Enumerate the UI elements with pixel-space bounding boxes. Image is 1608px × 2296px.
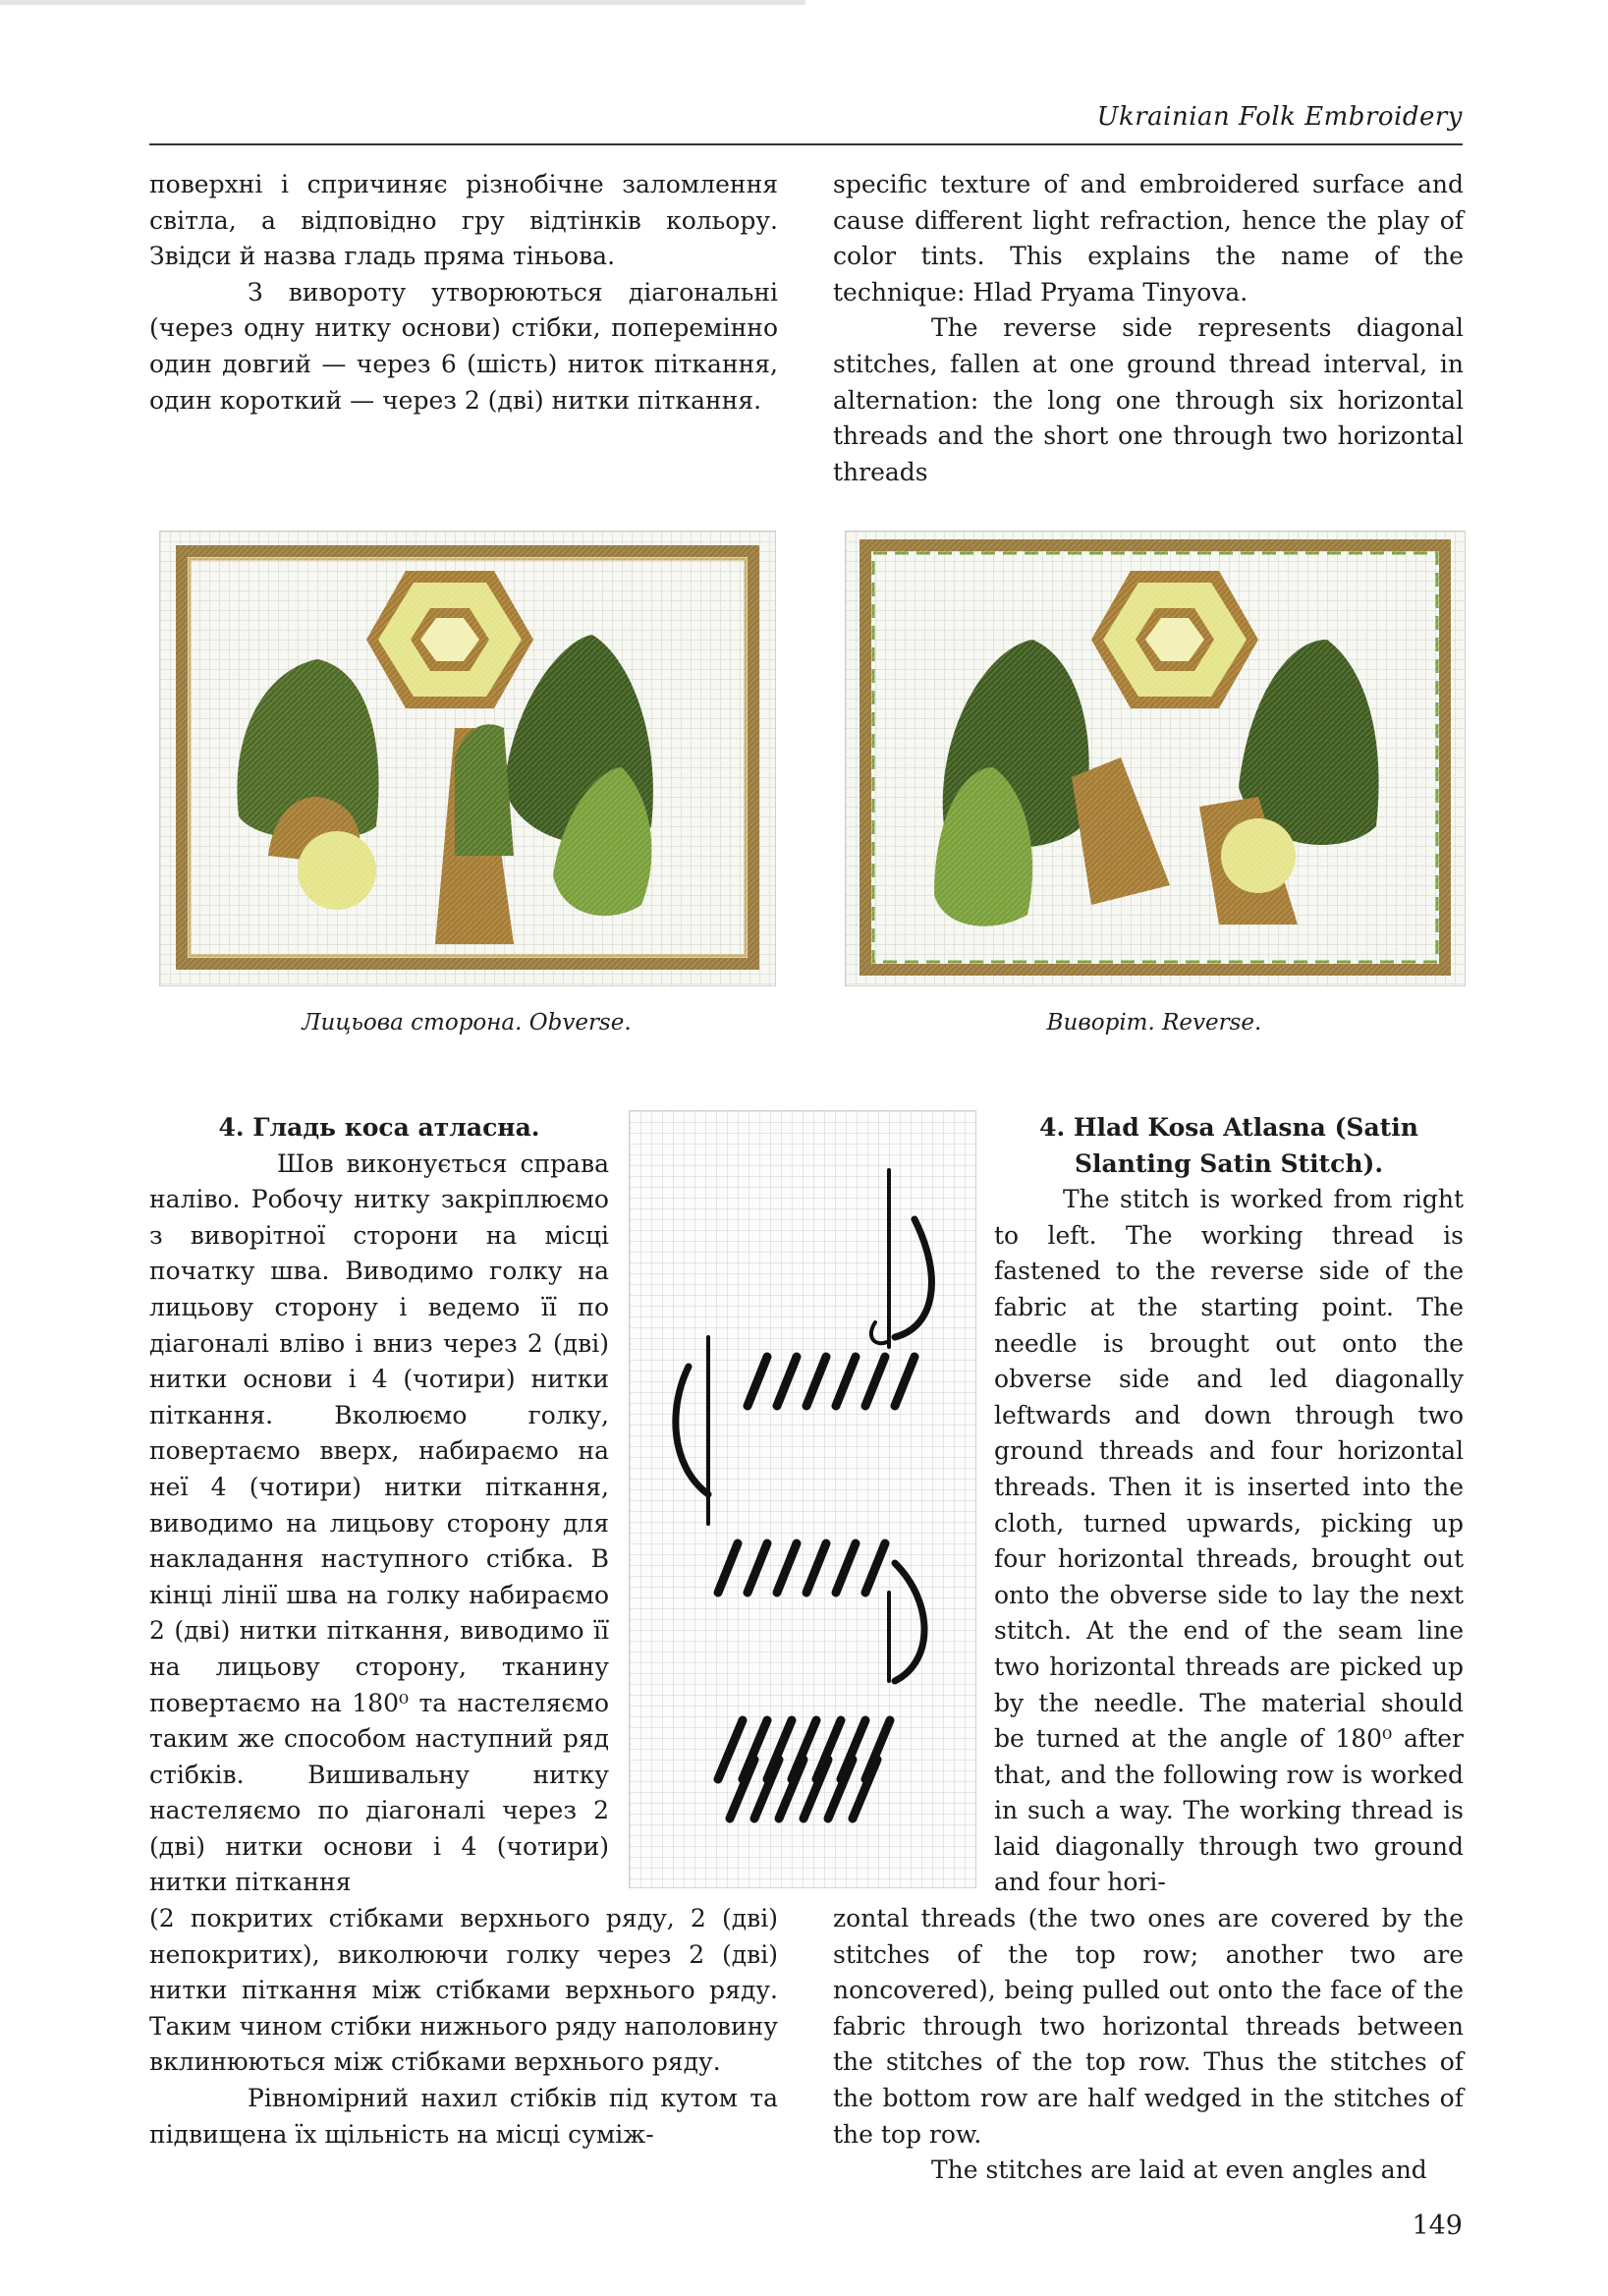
scan-top-edge: [0, 0, 805, 5]
section-uk-paragraph: Шов виконується справа наліво. Робочу нитку закріплюємо з виворітної сторони на місці початку шва. Виводимо голку на лицьову сторону і ведемо її по діагоналі вліво і вниз через 2 (дві) нитки основи і 4 (чотири) нитки піткання. Вколюємо голку, повертаємо вверх, набираємо на неї 4 (чотири) нитки піткання, виводимо на лицьову сторону для накладання наступного стібка. В кінці лінії шва на голку набираємо 2 (дві) нитки піткання, виводимо її на лицьову сторону, тканину повертаємо на 180⁰ та настеляємо таким же способом наступний ряд стібків. Вишивальну нитку настеляємо по діагоналі через 2 (дві) нитки основи і 4 (чотири) нитки піткання: [149, 1148, 609, 1897]
reverse-embroidery-figure: [845, 531, 1466, 986]
reverse-caption: Виворіт. Reverse.: [1046, 1010, 1262, 1036]
reverse-motif: [846, 532, 1465, 985]
section-en-continued: [833, 1901, 1464, 2189]
top-right-column: [833, 167, 1464, 490]
header-rule: [149, 143, 1463, 145]
section-uk-paragraph-cont: (2 покритих стібками верхнього ряду, 2 (дві) непокритих), виколюючи голку через 2 (дві) нитки піткання між стібками верхнього ряду. Таким чином стібки нижнього ряду наполовину вклинюються між стібками верхнього ряду.: [149, 1904, 778, 2077]
section-uk-last-paragraph: Рівномірний нахил стібків під кутом та підвищена їх щільність на місці суміж-: [149, 2083, 778, 2149]
top-left-column: [149, 167, 778, 419]
top-right-paragraph-1: specific texture of and embroidered surface and cause different light refraction, hence the play of color tints. This explains the name of the technique: Hlad Pryama Tinyova.: [833, 170, 1464, 307]
section-uk-continued: [149, 1901, 778, 2153]
stitch-diagram: [629, 1110, 976, 1888]
obverse-caption: Лицьова сторона. Obverse.: [302, 1010, 632, 1036]
running-header: Ukrainian Folk Embroidery: [1096, 102, 1463, 132]
page-number: 149: [1412, 2211, 1463, 2241]
section-en-title: 4. Hlad Kosa Atlasna (Satin Slanting Satin Stitch).: [1039, 1113, 1418, 1178]
top-left-paragraph-2: З вивороту утворюються діагональні (через одну нитку основи) стібки, поперемінно один довгий — через 6 (шість) ниток піткання, один короткий — через 2 (дві) нитки піткання.: [149, 277, 778, 415]
section-en-wrap: [994, 1110, 1464, 1901]
top-right-paragraph-2: The reverse side represents diagonal stitches, fallen at one ground thread interval, in alternation: the long one through six horizontal threads and the short one through two horizontal threads: [833, 313, 1464, 486]
section-en-paragraph: The stitch is worked from right to left. The working thread is fastened to the reverse side of the fabric at the starting point. The needle is brought out onto the obverse side and led diagonally leftwards and down through two ground threads and four horizontal threads. Then it is inserted into the cloth, turned upwards, picking up four horizontal threads, brought out onto the obverse side to lay the next stitch. At the end of the seam line two horizontal threads are picked up by the needle. The material should be turned at the angle of 180⁰ after that, and the following row is worked in such a way. The working thread is laid diagonally through two ground and four hori-: [994, 1185, 1464, 1897]
section-uk-title: 4. Гладь коса атласна.: [218, 1113, 540, 1142]
obverse-motif: [160, 532, 775, 985]
section-uk-wrap: [149, 1110, 609, 1901]
top-left-paragraph-1: поверхні і спричиняє різнобічне заломлення світла, а відповідно гру відтінків кольору. Звідси й назва гладь пряма тіньова.: [149, 170, 778, 271]
section-en-paragraph-cont: zontal threads (the two ones are covered by the stitches of the top row; another two are noncovered), being pulled out onto the face of the fabric through two horizontal threads between the stitches of the top row. Thus the stitches of the bottom row are half wedged in the stitches of the top row.: [833, 1904, 1464, 2149]
section-en-last-paragraph: The stitches are laid at even angles and: [931, 2156, 1427, 2185]
obverse-embroidery-figure: [159, 531, 776, 986]
